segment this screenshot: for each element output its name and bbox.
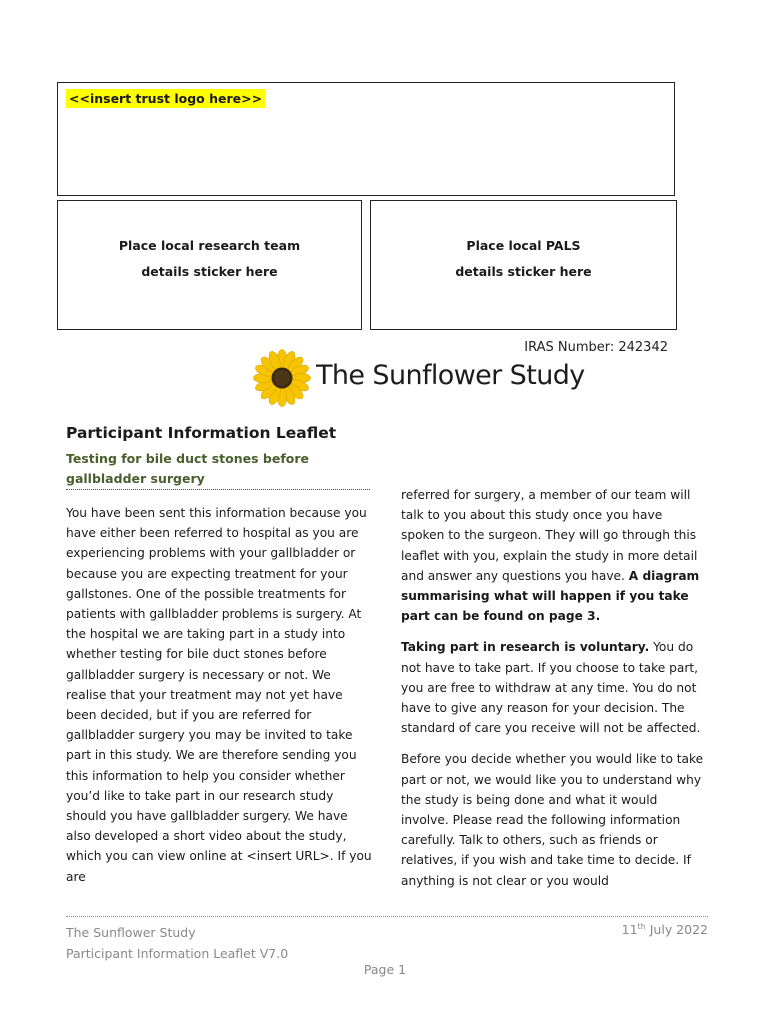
voluntary-paragraph xyxy=(401,637,707,738)
pals-sticker-text xyxy=(371,233,676,285)
pals-sticker-box xyxy=(370,200,677,330)
iras-number: IRAS Number: 242342 xyxy=(524,340,668,355)
footer-date xyxy=(622,922,708,937)
sunflower-icon xyxy=(252,348,312,408)
research-sticker-line-2: details sticker here xyxy=(141,264,278,279)
footer-date-suffix: th xyxy=(637,922,646,931)
trust-logo-box xyxy=(57,82,675,196)
research-team-sticker-text xyxy=(58,233,361,285)
study-logo-name: The Sunflower Study xyxy=(316,360,585,391)
pals-sticker-line-2: details sticker here xyxy=(455,264,592,279)
voluntary-text: You do not have to take part. If you choose to take part, you are free to withdraw at any time. You do not have to give any reason for your decision. The standard of care you receive will not be affected. xyxy=(401,640,701,736)
leaflet-title: Participant Information Leaflet xyxy=(66,424,337,442)
pals-sticker-line-1: Place local PALS xyxy=(466,238,581,253)
voluntary-heading: Taking part in research is voluntary. xyxy=(401,640,650,655)
page-number: Page 1 xyxy=(363,962,407,977)
footer-date-rest: July 2022 xyxy=(649,922,708,938)
footer-divider xyxy=(66,916,708,917)
right-column xyxy=(401,485,707,902)
research-team-sticker-box xyxy=(57,200,362,330)
footer-version: Participant Information Leaflet V7.0 xyxy=(66,946,289,961)
referral-text: referred for surgery, a member of our team will talk to you about this study once you have spoken to the surgeon. They will go through this leaflet with you, explain the study in more detail and answer any questions you have. xyxy=(401,488,698,583)
decision-paragraph: Before you decide whether you would like to take part or not, we would like you to understand why the study is being done and what it would involve. Please read the following information carefully. Talk to others, such as friends or relatives, if you wish and take time to decide. If anything is not clear or you would xyxy=(401,752,704,888)
footer-study-name: The Sunflower Study xyxy=(66,925,196,940)
referral-paragraph xyxy=(401,485,707,626)
intro-paragraph: You have been sent this information because you have either been referred to hospital as you are experiencing problems with your gallbladder or because you are expecting treatment for your gallstones. One of the possible treatments for patients with gallbladder problems is surgery. At the hospital we are taking part in a study into whether testing for bile duct stones before gallbladder surgery is necessary or not. We realise that your treatment may not yet have been decided, but if you are referred for gallbladder surgery you may be invited to take part in this study. We are therefore sending you this information to help you consider whether you’d like to take part in our research study should you have gallbladder surgery. We have also developed a short video about the study, which you can view online at <insert URL>. If you are xyxy=(66,506,372,884)
footer-date-day: 11 xyxy=(621,922,638,938)
trust-logo-placeholder: <<insert trust logo here>> xyxy=(66,89,265,108)
research-sticker-line-1: Place local research team xyxy=(118,238,301,253)
diagram-note: A diagram summarising what will happen if you take part can be found on page 3. xyxy=(401,568,700,624)
left-column xyxy=(66,503,374,898)
footer-left xyxy=(66,922,288,964)
subtitle-divider xyxy=(66,489,370,490)
leaflet-subtitle: Testing for bile duct stones before gallbladder surgery xyxy=(66,451,309,486)
